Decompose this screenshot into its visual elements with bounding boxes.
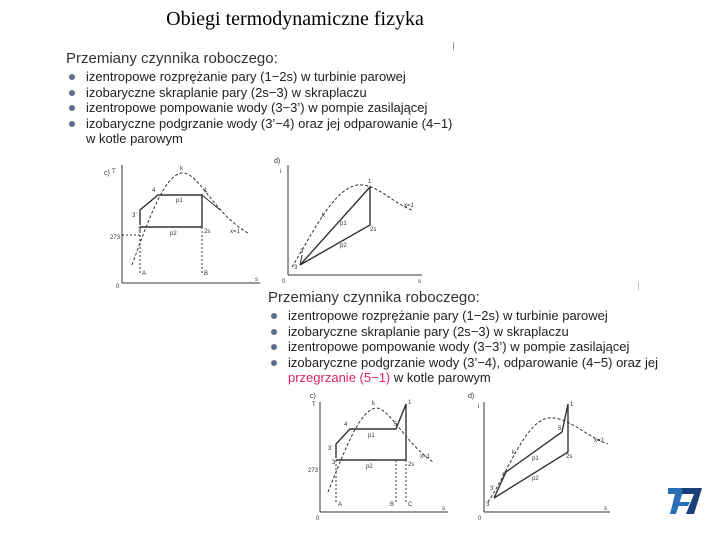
svg-text:2s: 2s [204,229,211,235]
saturation-curve [132,173,248,265]
slide1-is-diagram [272,155,432,285]
svg-text:c): c) [310,393,316,400]
slide1-heading: Przemiany czynnika roboczego: [66,50,278,67]
svg-text:1: 1 [204,188,208,194]
svg-text:s: s [442,506,445,512]
svg-text:5: 5 [394,422,398,428]
slide1-list [66,69,466,147]
svg-text:T: T [312,402,316,408]
svg-text:p1: p1 [368,433,375,439]
bullet-icon [271,344,277,350]
cycle-path [140,195,202,227]
bullet-icon [271,329,277,335]
bullet-icon [69,105,75,111]
svg-text:d): d) [468,393,475,400]
list-item: izobaryczne skraplanie pary (2s−3) w skraplaczu [268,324,688,340]
bullet-icon [69,121,75,127]
svg-text:B: B [390,502,395,508]
svg-text:3’: 3’ [328,446,333,452]
list-item: izentropowe rozprężanie pary (1−2s) w turbinie parowej [66,69,466,85]
bullet-icon [271,360,277,366]
svg-text:1: 1 [368,179,372,185]
svg-text:k: k [322,213,325,219]
svg-text:p2: p2 [340,243,347,249]
svg-text:k: k [372,401,375,407]
svg-text:k: k [180,166,183,172]
list-item: izobaryczne podgrzanie wody (3’−4) oraz jej odparowanie (4−1) w kotle parowym [66,116,466,147]
svg-text:0: 0 [116,284,120,290]
svg-text:3: 3 [138,227,142,233]
svg-text:2s: 2s [566,454,573,460]
svg-text:4: 4 [152,188,156,194]
svg-text:2s: 2s [370,227,377,233]
slide2-ts-diagram [308,392,458,522]
svg-text:x=1: x=1 [230,229,240,235]
bullet-icon [271,313,277,319]
cycle-path [300,187,370,265]
list-item: izentropowe pompowanie wody (3−3’) w pompie zasilającej [66,100,466,116]
svg-text:p2: p2 [366,464,373,470]
label-c: c) [104,170,110,177]
svg-text:0: 0 [316,516,320,522]
svg-text:T: T [112,169,116,175]
svg-text:A: A [142,271,147,277]
svg-text:p2: p2 [532,476,539,482]
svg-text:s: s [604,506,607,512]
svg-text:i: i [478,404,480,410]
svg-text:k: k [512,450,515,456]
slide2-list [268,308,688,386]
svg-text:p1: p1 [176,198,183,204]
svg-text:B: B [204,271,209,277]
svg-text:A: A [338,502,343,508]
list-item: izobaryczne skraplanie pary (2s−3) w skraplaczu [66,85,466,101]
svg-text:C: C [408,502,413,508]
list-item: izentropowe rozprężanie pary (1−2s) w turbinie parowej [268,308,688,324]
svg-text:3’: 3’ [490,486,495,492]
svg-text:273: 273 [308,468,319,474]
svg-text:4: 4 [344,422,348,428]
cycle-path [336,404,406,460]
svg-text:3: 3 [486,502,490,508]
logo-icon [664,484,706,518]
svg-text:x=1: x=1 [404,203,414,209]
slide1-text [66,50,466,147]
svg-text:4: 4 [502,472,506,478]
svg-text:d): d) [274,158,281,165]
saturation-curve [328,408,433,492]
svg-text:i: i [280,169,282,175]
list-item: izobaryczne podgrzanie wody (3’−4), odparowanie (4−5) oraz jej przegrzanie (5−1) w kotle parowym [268,355,688,386]
slide2-is-diagram [470,392,620,522]
svg-text:3: 3 [332,460,336,466]
slide2-text [268,289,688,386]
svg-text:0: 0 [478,516,482,522]
bullet-icon [69,90,75,96]
svg-text:3: 3 [294,265,298,271]
svg-text:p1: p1 [340,221,347,227]
svg-text:3’: 3’ [300,249,305,255]
slide2-heading: Przemiany czynnika roboczego: [268,289,480,306]
slide1-ts-diagram [104,155,270,290]
svg-text:3’: 3’ [132,213,137,219]
svg-text:s: s [255,277,258,283]
saturation-curve [488,418,608,502]
page-title: Obiegi termodynamiczne fizyka [166,8,424,30]
svg-text:2s: 2s [408,462,415,468]
svg-text:x=1: x=1 [594,438,604,444]
svg-text:x=1: x=1 [420,454,430,460]
highlight-text: przegrzanie (5−1) [288,370,391,385]
bullet-icon [69,74,75,80]
list-item: izentropowe pompowanie wody (3−3’) w pompie zasilającej [268,339,688,355]
cycle-path [494,404,568,498]
svg-text:p2: p2 [170,231,177,237]
svg-text:5: 5 [558,426,562,432]
svg-text:0: 0 [282,279,286,285]
svg-text:p1: p1 [532,456,539,462]
svg-text:1: 1 [570,402,574,408]
svg-text:1: 1 [408,400,412,406]
divider-tick [453,42,454,50]
svg-text:273: 273 [110,235,121,241]
svg-text:s: s [418,279,421,285]
